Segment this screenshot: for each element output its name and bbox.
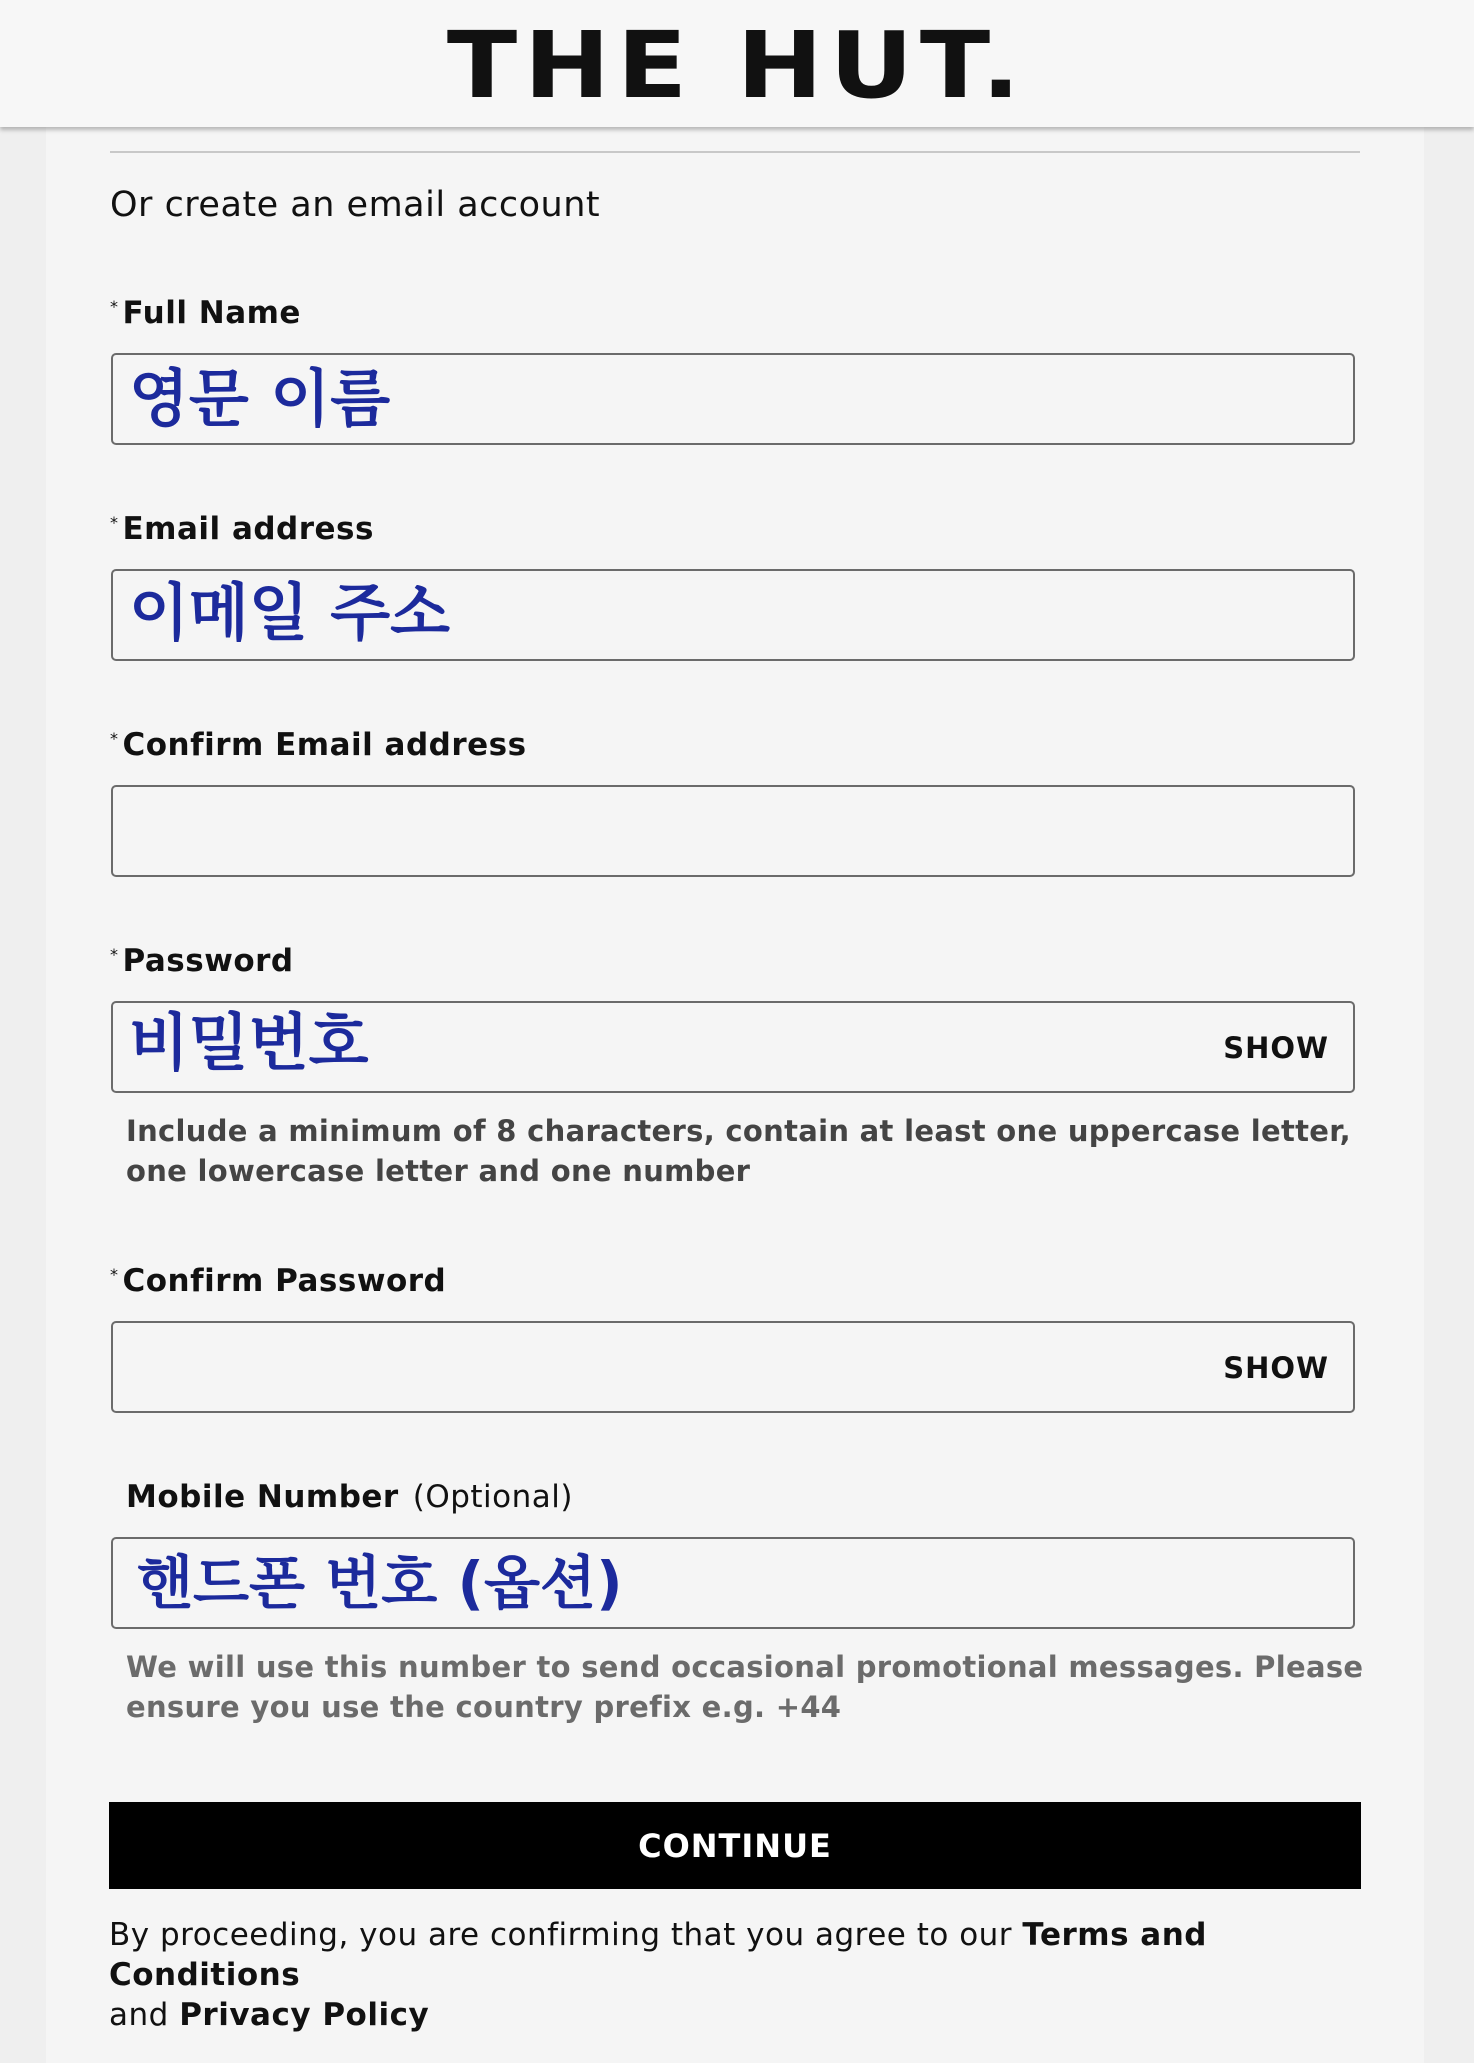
legal-prefix: By proceeding, you are confirming that you agree to our <box>109 1917 1013 1953</box>
password-field[interactable] <box>111 1001 1355 1093</box>
divider <box>110 151 1360 153</box>
required-mark: * <box>110 297 119 316</box>
email-label-text: Email address <box>122 511 374 547</box>
section-title: Or create an email account <box>110 185 601 225</box>
mobile-value: 핸드폰 번호 (옵션) <box>137 1549 623 1617</box>
confirm-email-label <box>110 727 527 763</box>
full-name-value: 영문 이름 <box>129 362 391 435</box>
full-name-label-text: Full Name <box>122 295 301 331</box>
continue-button[interactable]: CONTINUE <box>109 1802 1361 1889</box>
mobile-label <box>126 1479 573 1515</box>
required-mark: * <box>110 513 119 532</box>
required-mark: * <box>110 729 119 748</box>
confirm-email-field[interactable] <box>111 785 1355 877</box>
privacy-link[interactable]: Privacy Policy <box>179 1997 430 2033</box>
mobile-field[interactable] <box>111 1537 1355 1629</box>
full-name-field[interactable] <box>111 353 1355 445</box>
required-mark: * <box>110 945 119 964</box>
legal-notice <box>109 1915 1379 2035</box>
confirm-email-label-text: Confirm Email address <box>122 727 527 763</box>
password-show-toggle[interactable]: SHOW <box>1223 1031 1329 1065</box>
email-label <box>110 511 374 547</box>
legal-and: and <box>109 1997 169 2033</box>
confirm-password-label-text: Confirm Password <box>122 1263 447 1299</box>
confirm-password-show-toggle[interactable]: SHOW <box>1223 1351 1329 1385</box>
registration-card <box>46 127 1424 2063</box>
mobile-hint: We will use this number to send occasional promotional messages. Please ensure you use the country prefix e.g. +44 <box>126 1650 1364 1724</box>
password-label-text: Password <box>122 943 294 979</box>
email-field[interactable] <box>111 569 1355 661</box>
mobile-optional: (Optional) <box>412 1479 573 1515</box>
password-value: 비밀번호 <box>129 1006 369 1079</box>
email-value: 이메일 주소 <box>129 576 451 649</box>
required-mark: * <box>110 1265 119 1284</box>
confirm-password-label <box>110 1263 446 1299</box>
terms-link[interactable]: Terms and Conditions <box>109 1917 1207 1993</box>
full-name-label <box>110 295 301 331</box>
password-label <box>110 943 294 979</box>
password-hint: Include a minimum of 8 characters, contain at least one uppercase letter, one lowercase letter and one number <box>126 1114 1351 1188</box>
confirm-password-field[interactable] <box>111 1321 1355 1413</box>
site-logo[interactable]: THE HUT. <box>446 11 1028 119</box>
site-header <box>0 0 1474 127</box>
mobile-label-text: Mobile Number <box>126 1479 399 1515</box>
